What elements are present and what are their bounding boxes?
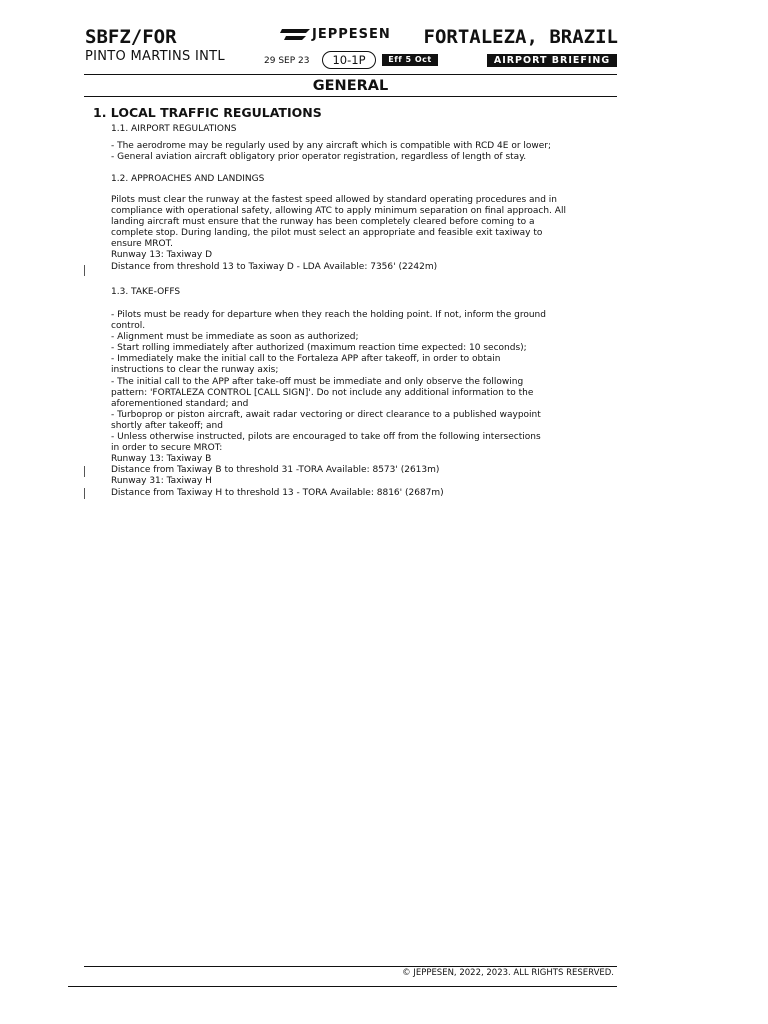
subsection-title-1-3: 1.3. TAKE-OFFS: [111, 287, 181, 297]
text-line: pattern: 'FORTALEZA CONTROL [CALL SIGN]'. Do not include any additional information to the: [111, 387, 534, 398]
chart-id: 10-1P: [322, 51, 376, 69]
text-line: landing aircraft must ensure that the runway has been completely cleared before coming to a: [111, 217, 535, 228]
airport-name: PINTO MARTINS INTL: [85, 49, 225, 64]
text-line: Runway 13: Taxiway D: [111, 250, 213, 261]
copyright: © JEPPESEN, 2022, 2023. ALL RIGHTS RESERVED.: [402, 968, 614, 978]
text-line: aforementioned standard; and: [111, 398, 249, 409]
main-heading: 1. LOCAL TRAFFIC REGULATIONS: [93, 105, 322, 120]
text-line: compliance with operational safety, allowing ATC to apply minimum separation on final approach. All: [111, 206, 566, 217]
text-line: Distance from Taxiway B to threshold 31 -TORA Available: 8573' (2613m): [111, 465, 440, 476]
text-line: - The initial call to the APP after take-off must be immediate and only observe the following: [111, 376, 524, 387]
text-line: - Pilots must be ready for departure when they reach the holding point. If not, inform the ground: [111, 310, 546, 320]
text-line: shortly after takeoff; and: [111, 420, 223, 431]
subsection-title-1-1: 1.1. AIRPORT REGULATIONS: [111, 124, 237, 134]
change-bar: [84, 488, 85, 499]
subsection-title-1-2: 1.2. APPROACHES AND LANDINGS: [111, 174, 265, 184]
page-bottom-rule: [68, 986, 617, 987]
text-line: - Immediately make the initial call to the Fortaleza APP after takeoff, in order to obtain: [111, 354, 501, 365]
chart-type-badge: AIRPORT BRIEFING: [487, 54, 617, 67]
change-bar: [84, 466, 85, 477]
city-name: FORTALEZA, BRAZIL: [423, 26, 618, 48]
text-line: - Turboprop or piston aircraft, await radar vectoring or direct clearance to a published waypoint: [111, 409, 541, 420]
change-bar: [84, 265, 85, 276]
text-line: Runway 31: Taxiway H: [111, 476, 212, 487]
text-line: - The aerodrome may be regularly used by any aircraft which is compatible with RCD 4E or lower;: [111, 141, 552, 151]
subsection-body-1-3: [111, 310, 611, 499]
footer-rule: [84, 966, 617, 967]
effective-date: Eff 5 Oct: [382, 54, 438, 66]
subsection-body-1-2: [111, 195, 611, 273]
brand-name: JEPPESEN: [312, 27, 391, 42]
section-title: GENERAL: [312, 78, 389, 94]
text-line: instructions to clear the runway axis;: [111, 365, 279, 376]
subsection-body-1-1: [111, 141, 611, 163]
section-rule: [84, 96, 617, 97]
text-line: complete stop. During landing, the pilot must select an appropriate and feasible exit taxiway to: [111, 228, 543, 239]
text-line: - Unless otherwise instructed, pilots are encouraged to take off from the following intersections: [111, 432, 541, 443]
airport-code: SBFZ/FOR: [85, 26, 177, 48]
text-line: Pilots must clear the runway at the fastest speed allowed by standard operating procedures and in: [111, 195, 557, 205]
text-line: Distance from Taxiway H to threshold 13 - TORA Available: 8816' (2687m): [111, 487, 444, 498]
text-line: in order to secure MROT:: [111, 443, 223, 454]
chart-date: 29 SEP 23: [264, 56, 310, 66]
header-rule: [84, 74, 617, 75]
text-line: Distance from threshold 13 to Taxiway D - LDA Available: 7356' (2242m): [111, 261, 438, 272]
text-line: - Start rolling immediately after authorized (maximum reaction time expected: 10 seconds);: [111, 343, 527, 354]
text-line: control.: [111, 321, 146, 332]
text-line: ensure MROT.: [111, 239, 173, 250]
text-line: - General aviation aircraft obligatory prior operator registration, regardless of length of stay.: [111, 152, 527, 163]
text-line: - Alignment must be immediate as soon as authorized;: [111, 332, 359, 343]
text-line: Runway 13: Taxiway B: [111, 454, 212, 465]
